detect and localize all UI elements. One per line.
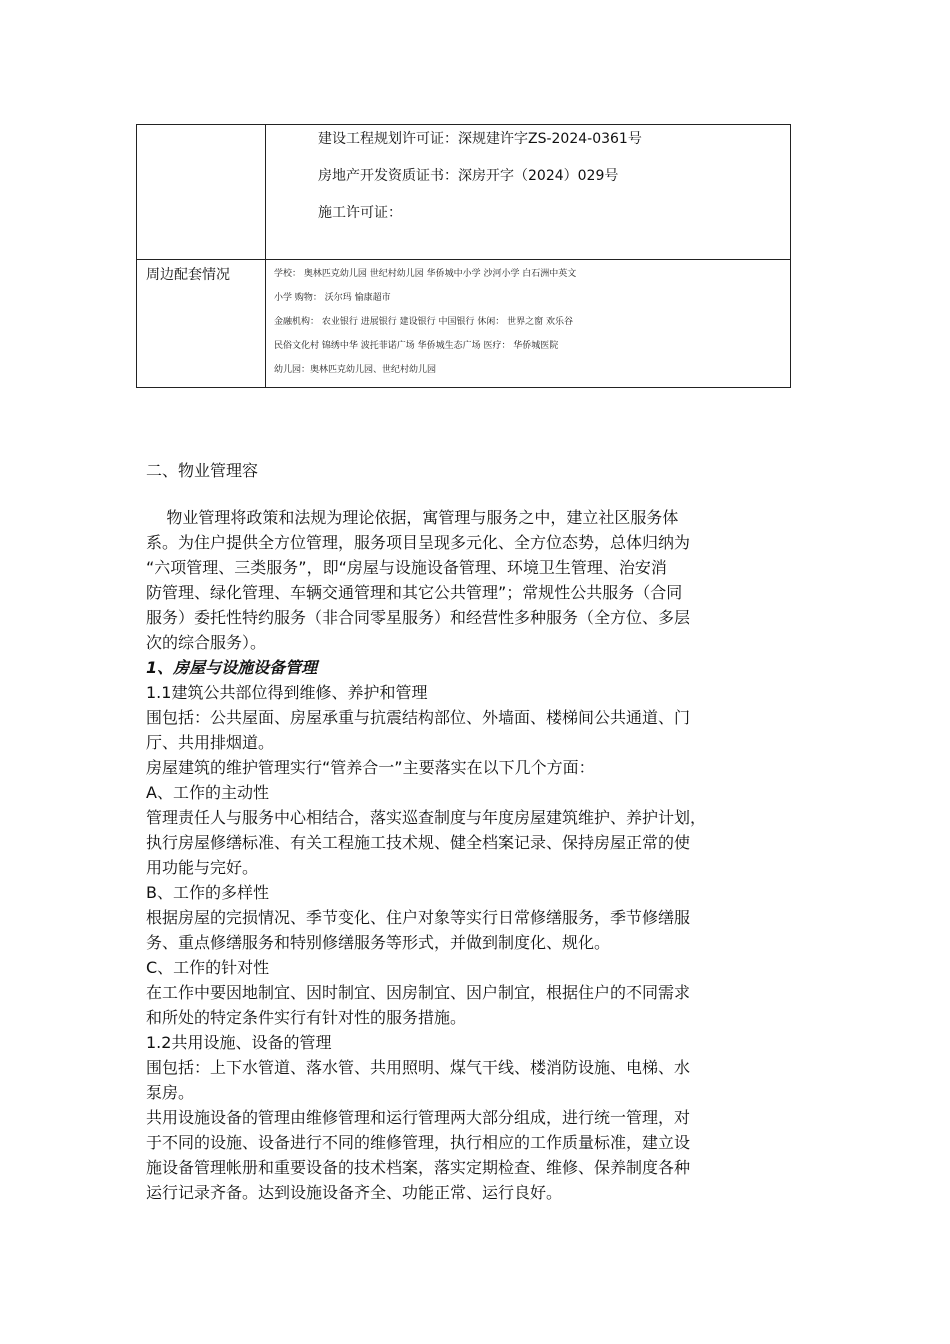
- paragraph-line: “六项管理、三类服务”，即“房屋与设施设备管理、环境卫生管理、治安消: [146, 558, 667, 577]
- paragraph-line: 防管理、绿化管理、车辆交通管理和其它公共管理”；常规性公共服务（合同: [146, 583, 683, 602]
- empty-label-cell: [137, 125, 266, 260]
- construction-permit: 施工许可证：: [318, 205, 402, 221]
- subsection-heading: 1、房屋与设施设备管理: [146, 658, 318, 677]
- paragraph-line: 围包括：公共屋面、房屋承重与抗震结构部位、外墙面、楼梯间公共通道、门: [146, 708, 691, 727]
- amenities-label: 周边配套情况: [146, 267, 230, 283]
- paragraph-line: 房屋建筑的维护管理实行“管养合一”主要落实在以下几个方面：: [146, 758, 595, 777]
- project-info-table: [136, 124, 791, 388]
- amenities-cell: [266, 260, 791, 388]
- amenities-line: 小学 购物： 沃尔玛 愉康超市: [274, 293, 391, 303]
- paragraph-line: B、工作的多样性: [146, 883, 269, 902]
- section-title: 二、物业管理容: [146, 461, 259, 480]
- table-row: [137, 125, 791, 260]
- paragraph-line: 执行房屋修缮标准、有关工程施工技术规、健全档案记录、保持房屋正常的使: [146, 833, 691, 852]
- paragraph-line: 围包括：上下水管道、落水管、共用照明、煤气干线、楼消防设施、电梯、水: [146, 1058, 691, 1077]
- amenities-line: 学校： 奥林匹克幼儿园 世纪村幼儿园 华侨城中小学 沙河小学 白石洲中英文: [274, 269, 577, 279]
- paragraph-line: 务、重点修缮服务和特别修缮服务等形式，并做到制度化、规化。: [146, 933, 611, 952]
- paragraph-line: 共用设施设备的管理由维修管理和运行管理两大部分组成，进行统一管理，对: [146, 1108, 691, 1127]
- amenities-label-cell: [137, 260, 266, 388]
- amenities-line: 幼儿园：奥林匹克幼儿园、世纪村幼儿园: [274, 365, 437, 375]
- paragraph-line: 泵房。: [146, 1083, 195, 1102]
- paragraph-line: 于不同的设施、设备进行不同的维修管理，执行相应的工作质量标准，建立设: [146, 1133, 691, 1152]
- paragraph-line: A、工作的主动性: [146, 783, 269, 802]
- paragraph-line: 厅、共用排烟道。: [146, 733, 275, 752]
- amenities-line: 民俗文化村 锦绣中华 波托菲诺广场 华侨城生态广场 医疗： 华侨城医院: [274, 341, 559, 351]
- paragraph-line: 管理责任人与服务中心相结合，落实巡查制度与年度房屋建筑维护、养护计划，: [146, 808, 707, 827]
- table-row: [137, 260, 791, 388]
- planning-permit: 建设工程规划许可证：深规建许字ZS-2024-0361号: [318, 131, 642, 147]
- paragraph-line: 系。为住户提供全方位管理，服务项目呈现多元化、全方位态势，总体归纳为: [146, 533, 691, 552]
- paragraph-line: 服务）委托性特约服务（非合同零星服务）和经营性多种服务（全方位、多层: [146, 608, 691, 627]
- paragraph-line: 和所处的特定条件实行有针对性的服务措施。: [146, 1008, 467, 1027]
- paragraph-line: C、工作的针对性: [146, 958, 270, 977]
- paragraph-line: 在工作中要因地制宜、因时制宜、因房制宜、因户制宜，根据住户的不同需求: [146, 983, 691, 1002]
- developer-qualification: 房地产开发资质证书：深房开字（2024）029号: [318, 168, 619, 184]
- paragraph-line: 用功能与完好。: [146, 858, 259, 877]
- amenities-line: 金融机构： 农业银行 进展银行 建设银行 中国银行 休闲： 世界之窗 欢乐谷: [274, 317, 574, 327]
- paragraph-line: 物业管理将政策和法规为理论依据，寓管理与服务之中，建立社区服务体: [146, 508, 679, 527]
- paragraph-line: 次的综合服务）。: [146, 633, 267, 652]
- paragraph-line: 1.2共用设施、设备的管理: [146, 1033, 332, 1052]
- permits-cell: [266, 125, 791, 260]
- paragraph-line: 根据房屋的完损情况、季节变化、住户对象等实行日常修缮服务，季节修缮服: [146, 908, 691, 927]
- paragraph-line: 运行记录齐备。达到设施设备齐全、功能正常、运行良好。: [146, 1183, 563, 1202]
- paragraph-line: 施设备管理帐册和重要设备的技术档案，落实定期检查、维修、保养制度各种: [146, 1158, 691, 1177]
- paragraph-line: 1.1建筑公共部位得到维修、养护和管理: [146, 683, 428, 702]
